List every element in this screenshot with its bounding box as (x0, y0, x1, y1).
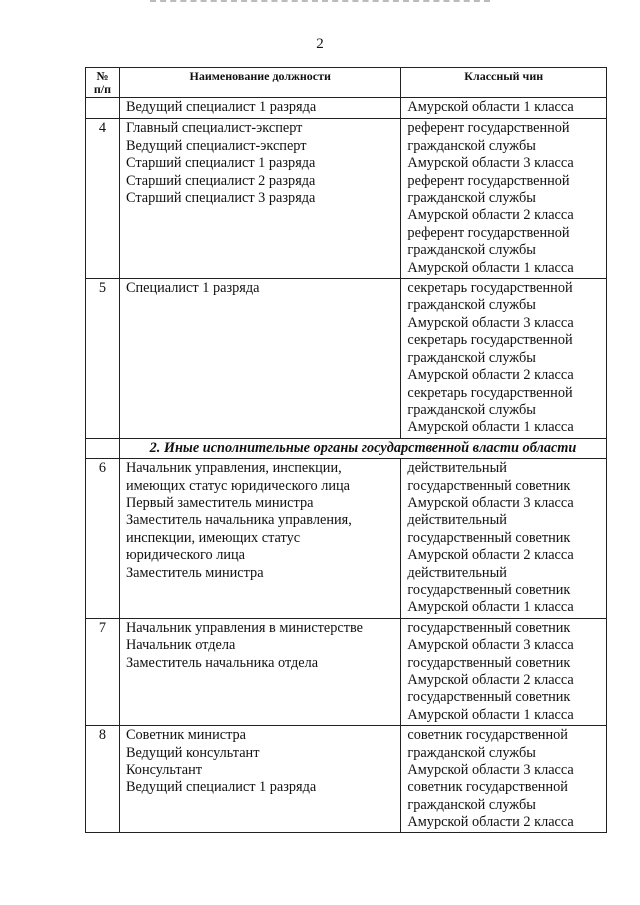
position-cell (119, 119, 400, 279)
cell-line: Амурской области 2 класса (407, 547, 574, 564)
positions-ranks-table (85, 67, 607, 833)
table-header-row (86, 68, 607, 98)
section-heading: 2. Иные исполнительные органы государственной власти области (119, 438, 606, 458)
cell-line: Заместитель министра (125, 564, 264, 581)
cell-line: государственный советник (407, 619, 571, 636)
row-number: 6 (86, 459, 120, 619)
cell-line: Начальник управления, инспекции, (125, 460, 342, 477)
row-number (86, 98, 120, 119)
table-row (86, 98, 607, 119)
cell-line: Главный специалист-эксперт (125, 120, 303, 137)
cell-line: Заместитель начальника управления, (125, 512, 352, 529)
cell-line: Амурской области 1 класса (407, 419, 574, 436)
cell-line: секретарь государственной (407, 280, 573, 297)
cell-line: Амурской области 3 класса (407, 494, 574, 511)
cell-line: Амурской области 1 класса (407, 259, 574, 276)
position-cell (119, 98, 400, 119)
position-cell (119, 726, 400, 832)
cell-line: советник государственной (407, 727, 568, 744)
cell-line: секретарь государственной (407, 384, 573, 401)
row-number: 8 (86, 726, 120, 832)
cell-line: Амурской области 3 класса (407, 637, 574, 654)
section-num-empty (86, 438, 120, 458)
cell-line: Ведущий специалист 1 разряда (125, 99, 317, 115)
table-row (86, 726, 607, 832)
cell-line: Амурской области 3 класса (407, 314, 574, 331)
cell-line: гражданской службы (407, 137, 536, 154)
cell-line: гражданской службы (407, 796, 536, 813)
cell-line: секретарь государственной (407, 332, 573, 349)
cell-line: Амурской области 3 класса (407, 155, 574, 172)
header-rank: Классный чин (401, 68, 607, 98)
cell-line: действительный (407, 564, 507, 581)
cell-line: Амурской области 1 класса (407, 99, 574, 115)
cell-line: гражданской службы (407, 297, 536, 314)
cell-line: гражданской службы (407, 242, 536, 259)
cell-line: Старший специалист 2 разряда (125, 172, 316, 189)
cell-line: Специалист 1 разряда (125, 280, 260, 297)
rank-cell (401, 119, 607, 279)
cell-line: государственный советник (407, 581, 571, 598)
cell-line: действительный (407, 460, 507, 477)
table-row (86, 119, 607, 279)
table-row (86, 279, 607, 439)
page-number: 2 (316, 36, 324, 52)
position-cell (119, 279, 400, 439)
table-row (86, 618, 607, 725)
cell-line: Старший специалист 1 разряда (125, 155, 316, 172)
cell-line: Амурской области 2 класса (407, 814, 574, 831)
cell-line: инспекции, имеющих статус (125, 529, 301, 546)
cell-line: гражданской службы (407, 401, 536, 418)
cell-line: государственный советник (407, 529, 571, 546)
cell-line: Амурской области 3 класса (407, 762, 574, 779)
rank-cell (401, 618, 607, 725)
rank-cell (401, 279, 607, 439)
rank-cell (401, 459, 607, 619)
cell-line: гражданской службы (407, 349, 536, 366)
rank-cell (401, 98, 607, 119)
cell-line: Ведущий консультант (125, 744, 260, 761)
row-number: 5 (86, 279, 120, 439)
cell-line: Амурской области 2 класса (407, 207, 574, 224)
cell-line: Старший специалист 3 разряда (125, 190, 316, 207)
cell-line: Амурской области 1 класса (407, 706, 574, 723)
header-num: № п/п (86, 68, 120, 98)
table-row (86, 459, 607, 619)
cell-line: Амурской области 1 класса (407, 599, 574, 616)
scan-top-edge (150, 0, 490, 4)
cell-line: Ведущий специалист-эксперт (125, 137, 307, 154)
cell-line: Заместитель начальника отдела (125, 654, 319, 671)
cell-line: действительный (407, 512, 507, 529)
cell-line: Амурской области 2 класса (407, 672, 574, 688)
cell-line: Начальник управления в министерстве (125, 619, 364, 636)
row-number: 4 (86, 119, 120, 279)
row-number: 7 (86, 618, 120, 725)
cell-line: референт государственной (407, 172, 570, 189)
header-position: Наименование должности (119, 68, 400, 98)
cell-line: государственный советник (407, 654, 571, 671)
cell-line: советник государственной (407, 779, 568, 796)
cell-line: государственный советник (407, 689, 571, 706)
position-cell (119, 618, 400, 725)
cell-line: гражданской службы (407, 744, 536, 761)
cell-line: Амурской области 2 класса (407, 367, 574, 384)
cell-line: Первый заместитель министра (125, 494, 314, 511)
cell-line: государственный советник (407, 477, 571, 494)
section-row (86, 438, 607, 458)
cell-line: Начальник отдела (125, 637, 236, 654)
cell-line: Советник министра (125, 727, 246, 744)
position-cell (119, 459, 400, 619)
cell-line: Консультант (125, 762, 203, 779)
cell-line: референт государственной (407, 224, 570, 241)
cell-line: юридического лица (125, 547, 245, 564)
cell-line: Ведущий специалист 1 разряда (125, 779, 317, 796)
cell-line: референт государственной (407, 120, 570, 137)
rank-cell (401, 726, 607, 832)
cell-line: гражданской службы (407, 190, 536, 207)
cell-line: имеющих статус юридического лица (125, 477, 350, 494)
